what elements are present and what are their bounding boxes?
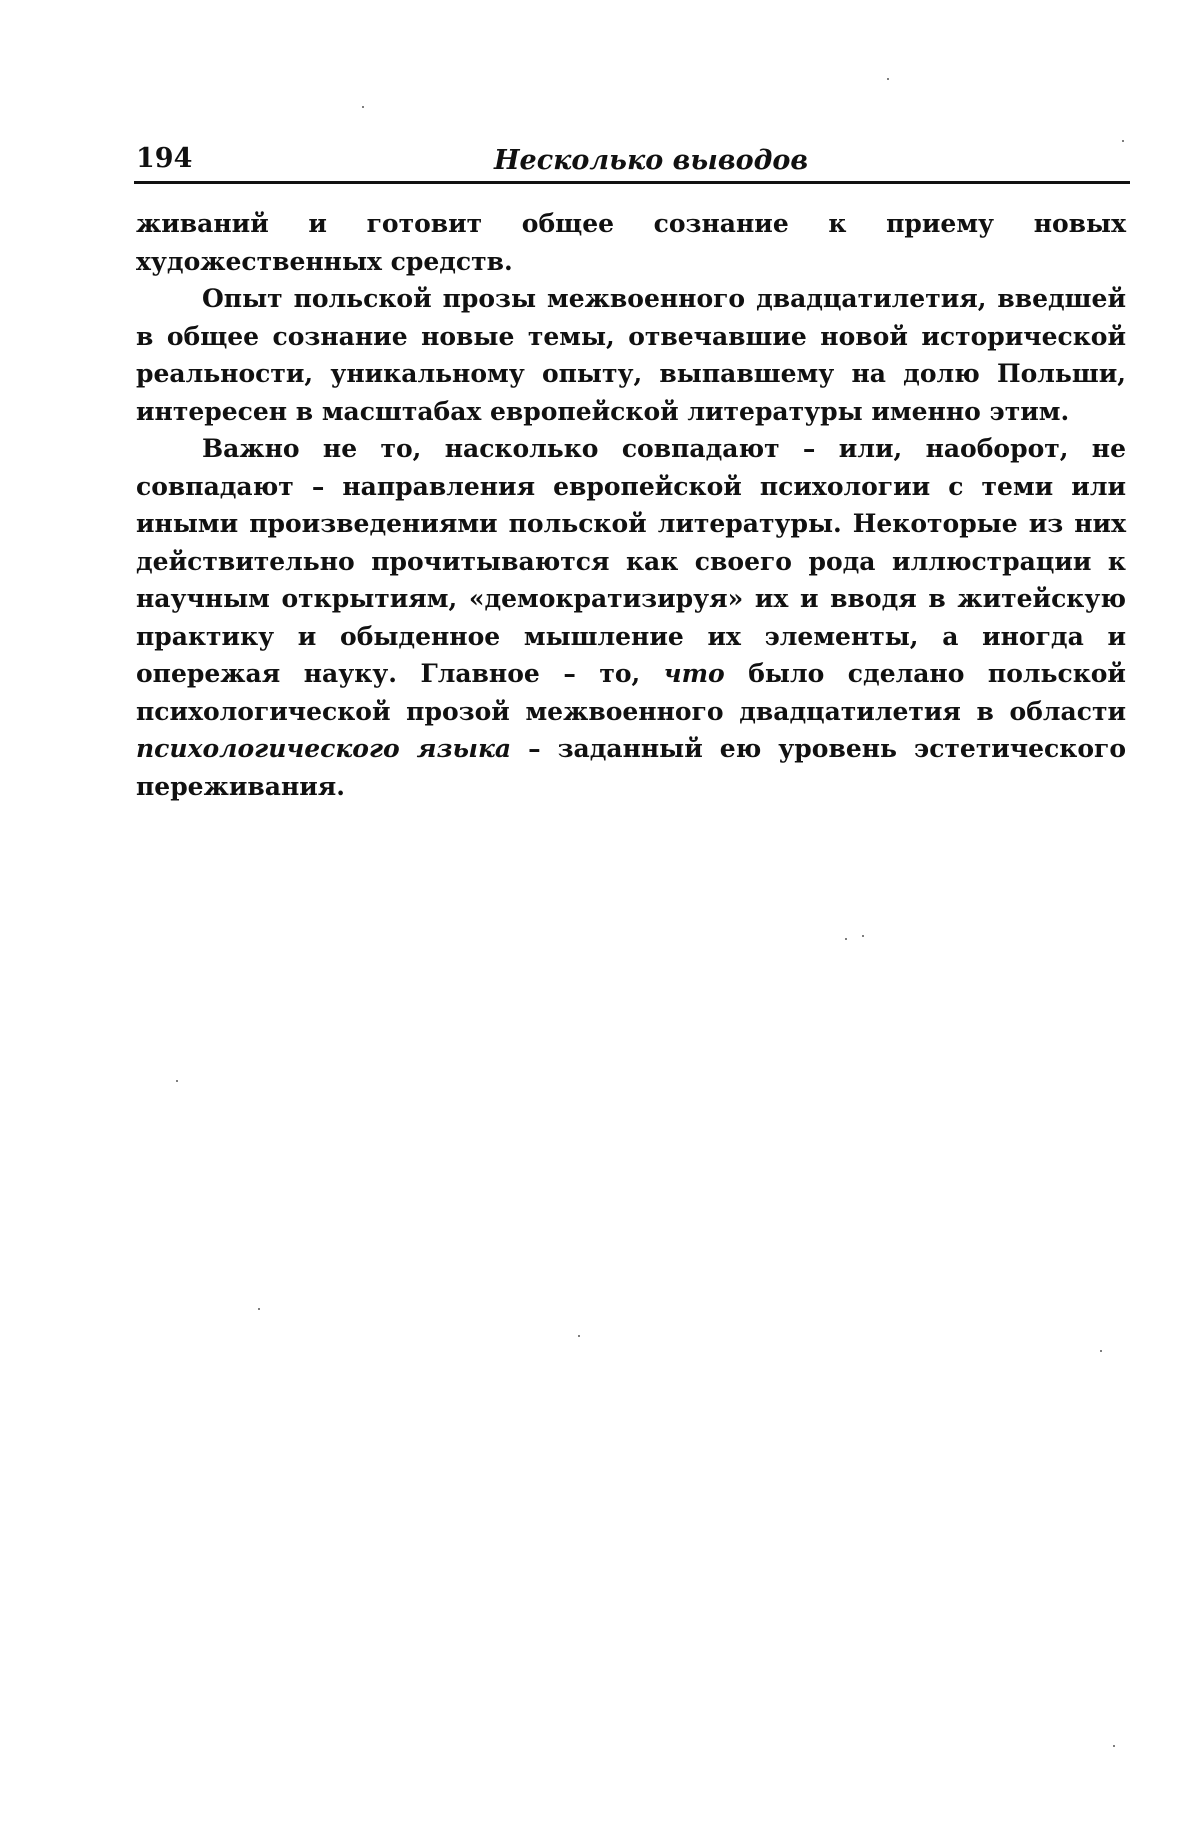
scan-speck — [1122, 140, 1124, 142]
scan-speck — [258, 1308, 260, 1310]
scan-speck — [176, 1080, 178, 1082]
paragraph-text: было сделано польской психологической прозой межвоенного двадцатилетия в области — [136, 659, 1126, 726]
scan-speck — [1100, 1350, 1102, 1352]
scan-speck — [1113, 1745, 1115, 1747]
scan-speck — [578, 1335, 580, 1337]
emphasis: психологического языка — [136, 734, 512, 763]
running-title: Несколько выводов — [494, 145, 809, 176]
paragraph-text: – заданный ею уровень эстетического переживания. — [136, 734, 1126, 801]
paragraph — [136, 430, 1126, 805]
body-text — [136, 205, 1126, 805]
paragraph-continued: живаний и готовит общее сознание к приему новых художественных средств. — [136, 209, 1126, 276]
paragraph: Опыт польской прозы межвоенного двадцатилетия, введшей в общее сознание новые темы, отвечавшие новой исторической реальности, уникальному опыту, выпавшему на долю Польши, интересен в масштабах европейской литературы именно этим. — [136, 284, 1126, 426]
scan-speck — [862, 935, 864, 937]
scan-speck — [845, 938, 847, 940]
emphasis: что — [663, 659, 725, 688]
paragraph-text: Важно не то, насколько совпадают – или, наоборот, не совпадают – направления европейской психологии с теми или иными произведениями польской литературы. Некоторые из них действительно прочитываются как своего рода иллюстрации к научным открытиям, «демократизируя» их и вводя в житейскую практику и обыденное мышление их элементы, а иногда и опережая науку. Главное – то, — [136, 434, 1126, 688]
page-header — [134, 139, 1130, 184]
scan-speck — [887, 78, 889, 80]
page-number: 194 — [136, 143, 193, 174]
scan-speck — [362, 106, 364, 108]
